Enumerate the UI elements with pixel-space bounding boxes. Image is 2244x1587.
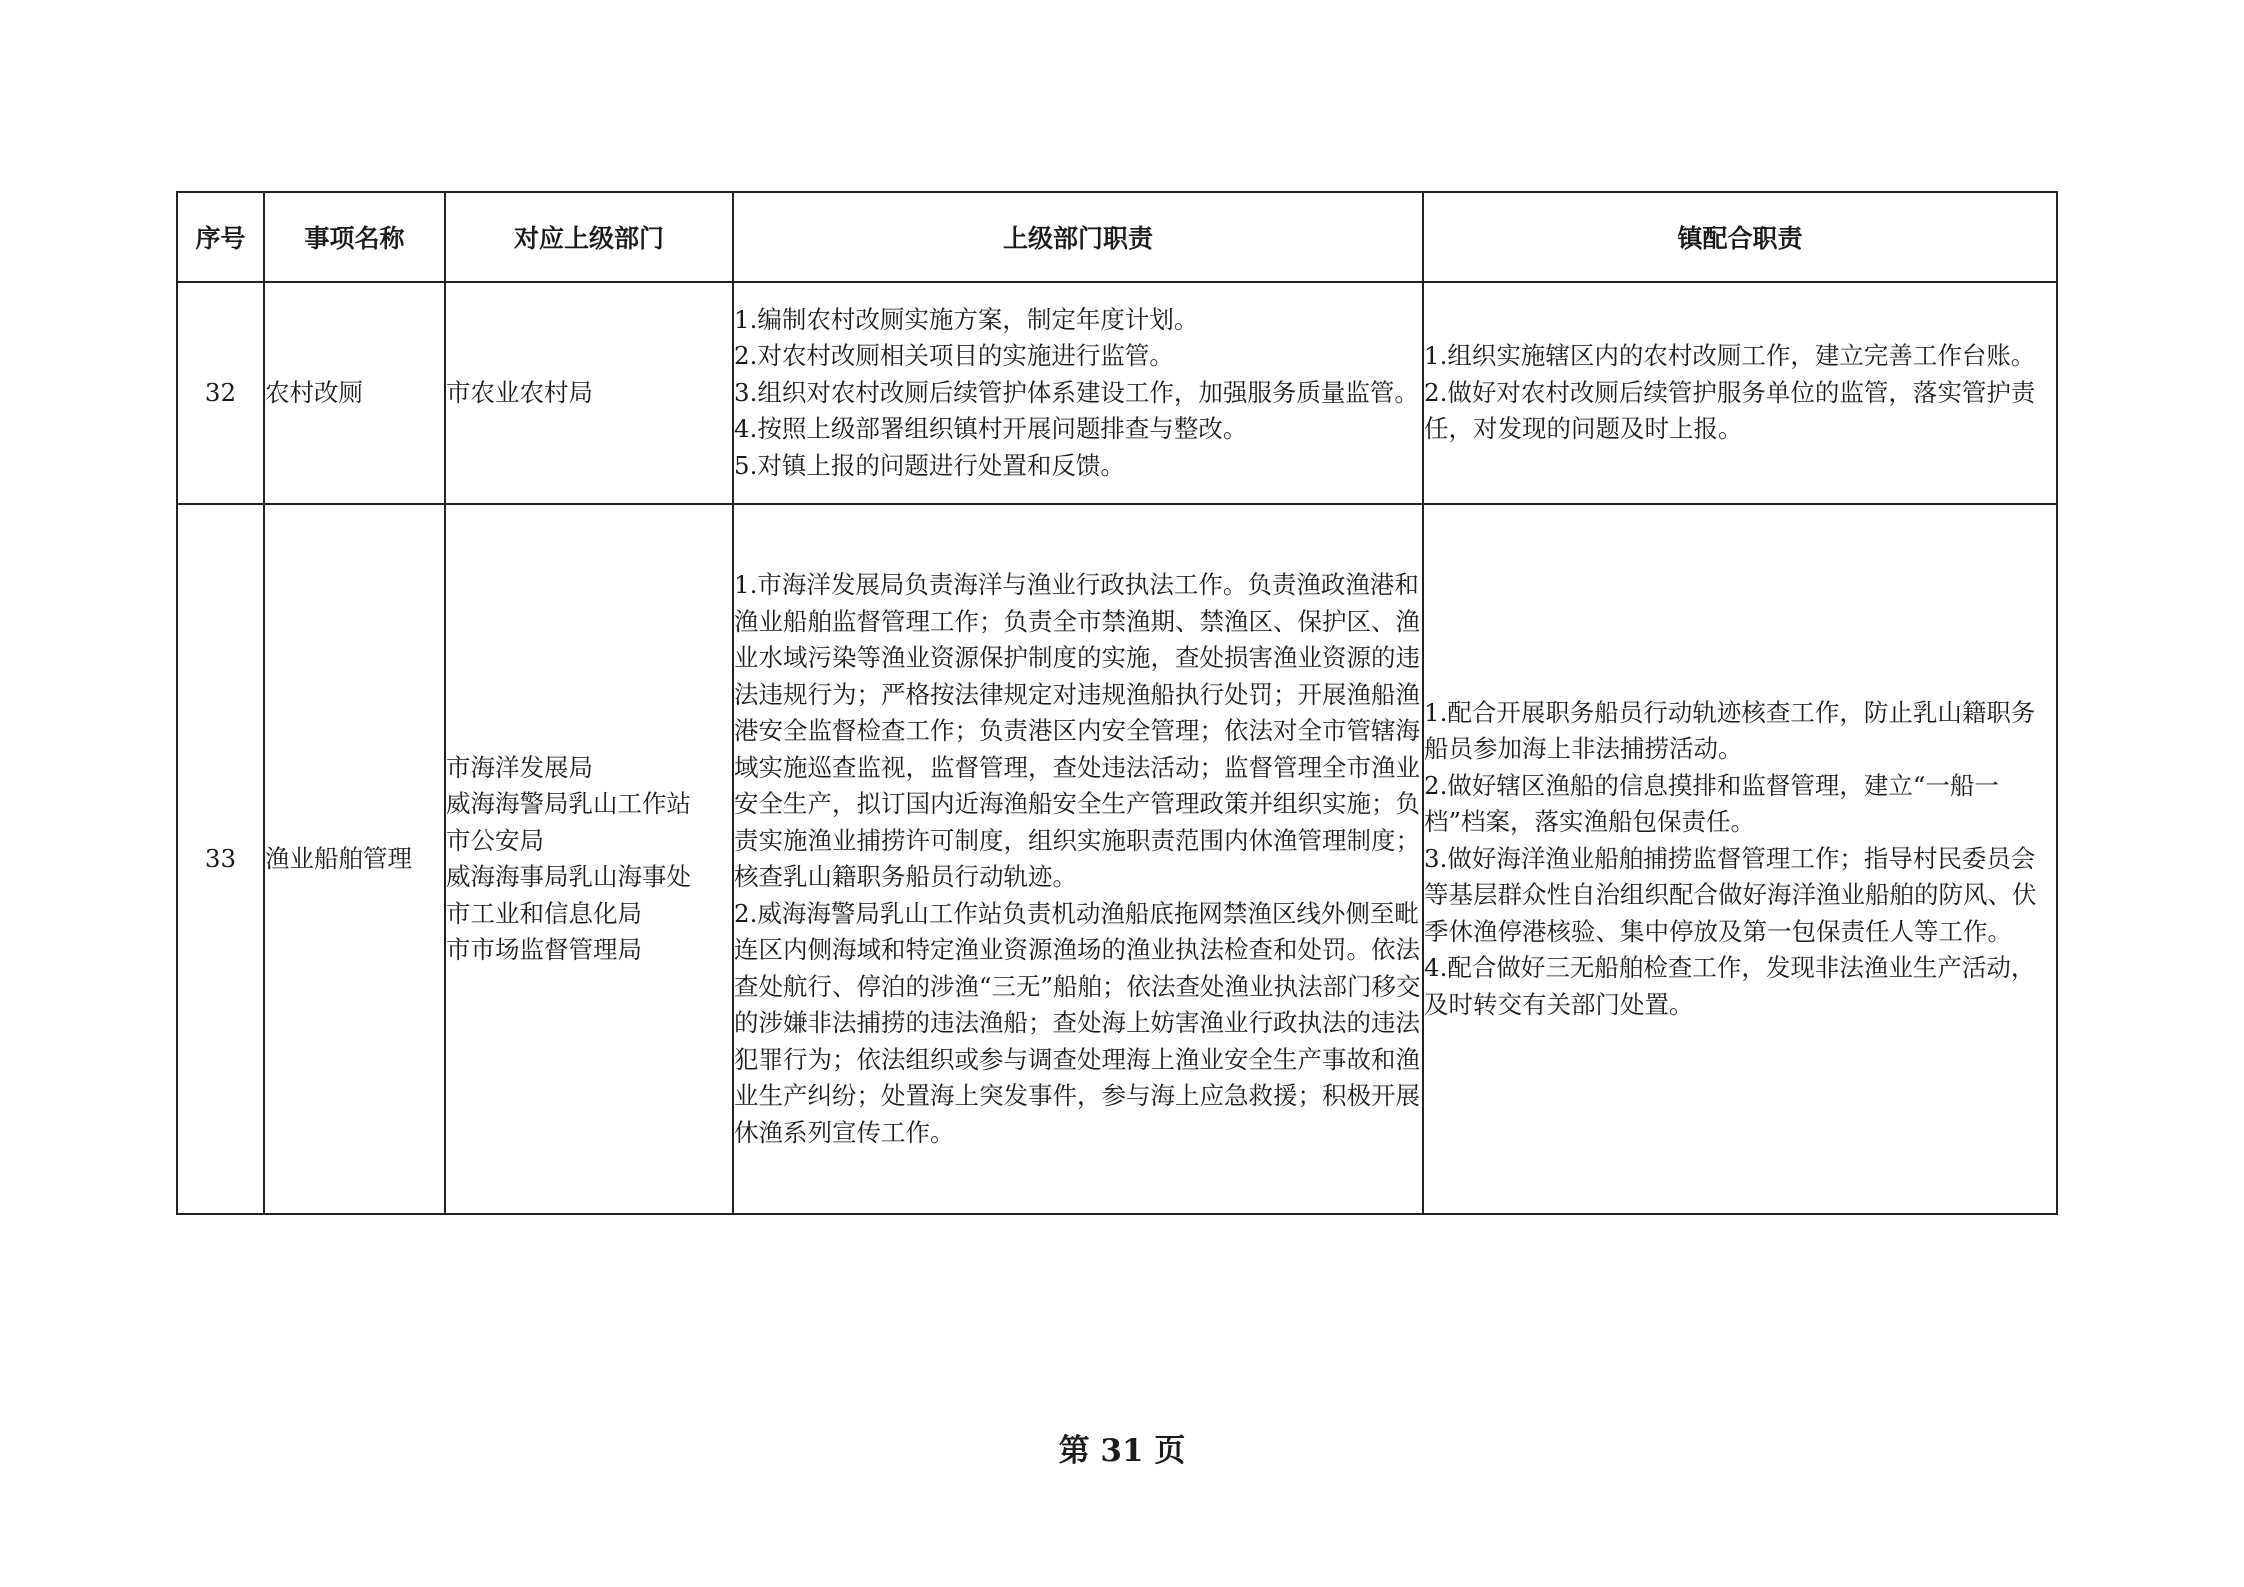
row-upper-duties <box>733 282 1423 504</box>
town-duty-item: 1.配合开展职务船员行动轨迹核查工作，防止乳山籍职务船员参加海上非法捕捞活动。 <box>1424 697 2036 764</box>
row-depts <box>445 282 733 504</box>
dept-line: 市市场监督管理局 <box>446 935 642 964</box>
header-upper-duties: 上级部门职责 <box>733 192 1423 282</box>
header-town-duties: 镇配合职责 <box>1423 192 2057 282</box>
town-duty-item: 2.做好辖区渔船的信息摸排和监督管理，建立“一船一档”档案，落实渔船包保责任。 <box>1424 770 1999 837</box>
town-duty-item: 1.组织实施辖区内的农村改厕工作，建立完善工作台账。 <box>1424 341 2036 371</box>
row-depts <box>445 504 733 1214</box>
town-duty-item: 2.做好对农村改厕后续管护服务单位的监管，落实管护责任，对发现的问题及时上报。 <box>1424 377 2036 444</box>
upper-duty-item: 5.对镇上报的问题进行处置和反馈。 <box>734 450 1125 480</box>
row-item-name: 渔业船舶管理 <box>264 504 445 1214</box>
row-upper-duties <box>733 504 1423 1214</box>
row-item-name: 农村改厕 <box>264 282 445 504</box>
upper-duty-item: 3.组织对农村改厕后续管护体系建设工作，加强服务质量监管。 <box>734 377 1419 407</box>
upper-duty-item: 2.威海海警局乳山工作站负责机动渔船底拖网禁渔区线外侧至毗连区内侧海域和特定渔业资源渔场的渔业执法检查和处罚。依法查处航行、停泊的涉渔“三无”船舶；依法查处渔业执法部门移交的涉嫌非法捕捞的违法渔船；查处海上妨害渔业行政执法的违法犯罪行为；依法组织或参与调查处理海上渔业安全生产事故和渔业生产纠纷；处置海上突发事件，参与海上应急救援；积极开展休渔系列宣传工作。 <box>734 898 1421 1147</box>
table-row <box>177 282 2057 504</box>
dept-line: 威海海事局乳山海事处 <box>446 862 691 891</box>
town-duty-item: 4.配合做好三无船舶检查工作，发现非法渔业生产活动，及时转交有关部门处置。 <box>1424 953 2036 1019</box>
header-no: 序号 <box>177 192 264 282</box>
town-duty-item: 3.做好海洋渔业船舶捕捞监督管理工作；指导村民委员会等基层群众性自治组织配合做好海洋渔业船舶的防风、伏季休渔停港核验、集中停放及第一包保责任人等工作。 <box>1424 843 2037 946</box>
dept-line: 市农业农村局 <box>446 377 593 407</box>
upper-duty-item: 1.市海洋发展局负责海洋与渔业行政执法工作。负责渔政渔港和渔业船舶监督管理工作；负责全市禁渔期、禁渔区、保护区、渔业水域污染等渔业资源保护制度的实施，查处损害渔业资源的违法违规行为；严格按法律规定对违规渔船执行处罚；开展渔船渔港安全监督检查工作；负责港区内安全管理；依法对全市管辖海域实施巡查监视，监督管理，查处违法活动；监督管理全市渔业安全生产，拟订国内近海渔船安全生产管理政策并组织实施；负责实施渔业捕捞许可制度，组织实施职责范围内休渔管理制度；核查乳山籍职务船员行动轨迹。 <box>734 570 1420 891</box>
dept-line: 市工业和信息化局 <box>446 898 642 928</box>
row-town-duties <box>1423 282 2057 504</box>
duty-table <box>176 191 2058 1215</box>
header-upper-dept: 对应上级部门 <box>445 192 733 282</box>
row-no: 32 <box>177 282 264 504</box>
page-number: 第 31 页 <box>1058 1433 1186 1469</box>
table-row <box>177 504 2057 1214</box>
row-town-duties <box>1423 504 2057 1214</box>
upper-duty-item: 1.编制农村改厕实施方案，制定年度计划。 <box>734 304 1199 334</box>
upper-duty-item: 2.对农村改厕相关项目的实施进行监管。 <box>734 341 1174 371</box>
table-header-row <box>177 192 2057 282</box>
dept-line: 市海洋发展局 <box>446 752 593 782</box>
dept-line: 威海海警局乳山工作站 <box>446 789 691 818</box>
header-item-name: 事项名称 <box>264 192 445 282</box>
row-no: 33 <box>177 504 264 1214</box>
upper-duty-item: 4.按照上级部署组织镇村开展问题排查与整改。 <box>734 414 1248 444</box>
dept-line: 市公安局 <box>446 825 544 855</box>
